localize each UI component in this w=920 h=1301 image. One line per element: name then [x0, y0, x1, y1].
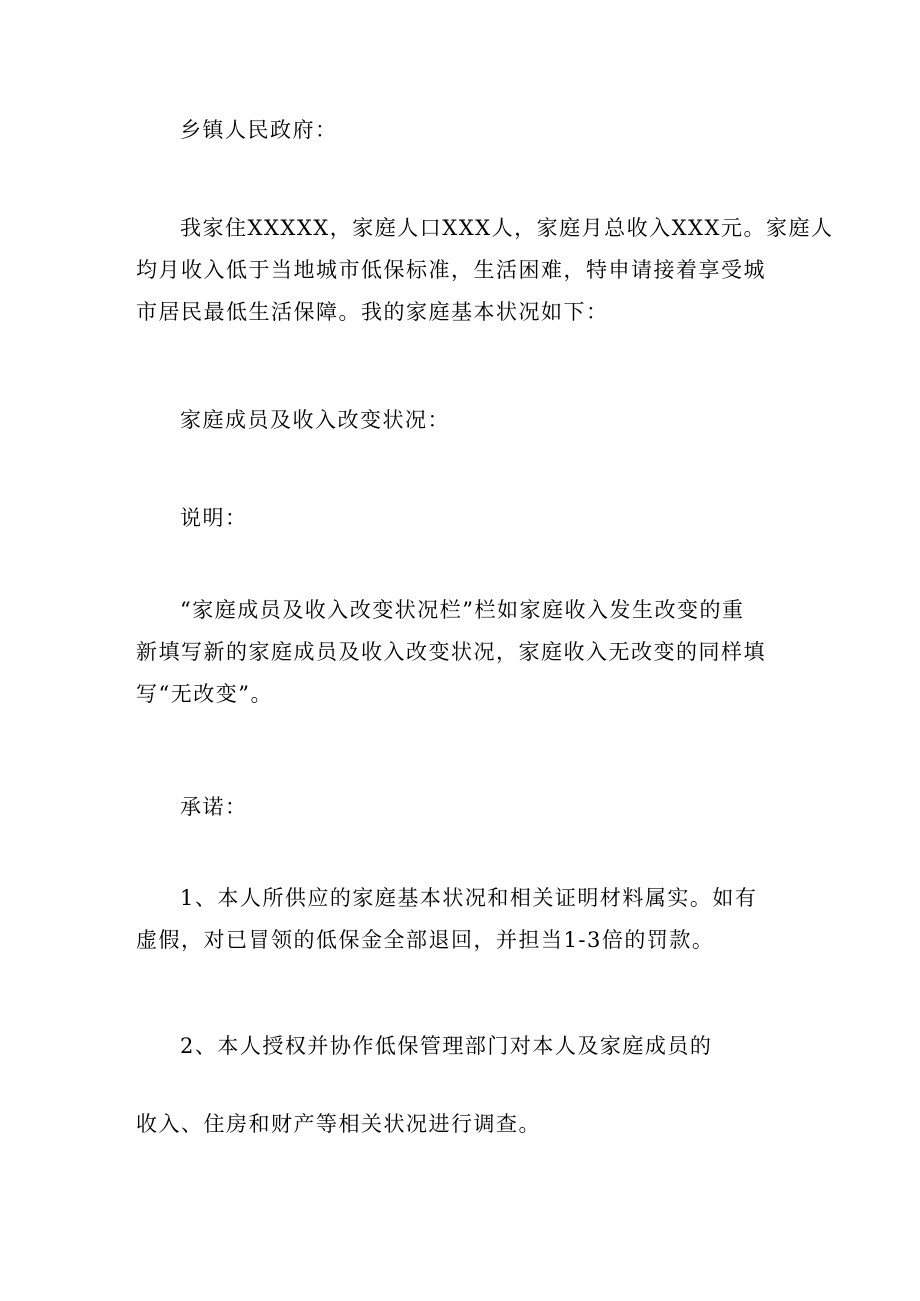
promise-1-line-2: 虚假，对已冒领的低保金全部退回，并担当1-3倍的罚款。	[136, 928, 715, 952]
intro-line-1: 我家住XXXXX，家庭人口XXX人，家庭月总收入XXX元。家庭人	[180, 216, 834, 240]
promise-heading-text: 承诺：	[180, 795, 248, 819]
note-heading	[136, 497, 840, 539]
intro-line-2: 均月收入低于当地城市低保标准，生活困难，特申请接着享受城	[136, 258, 766, 282]
promise-item-1	[136, 877, 796, 961]
intro-line-3: 市居民最低生活保障。我的家庭基本状况如下：	[136, 300, 609, 324]
promise-2-line-1: 2、本人授权并协作低保管理部门对本人及家庭成员的	[180, 1034, 713, 1058]
members-heading-text: 家庭成员及收入改变状况：	[180, 408, 450, 432]
members-heading	[136, 399, 840, 441]
salutation-text: 乡镇人民政府：	[180, 118, 338, 142]
promise-item-2	[136, 1025, 796, 1067]
intro-paragraph	[136, 207, 834, 333]
note-line-2: 新填写新的家庭成员及收入改变状况，家庭收入无改变的同样填	[136, 640, 766, 664]
promise-heading	[136, 786, 840, 828]
promise-2-line-2: 收入、住房和财产等相关状况进行调查。	[136, 1112, 541, 1136]
note-paragraph	[136, 589, 796, 715]
note-line-1: “家庭成员及收入改变状况栏”栏如家庭收入发生改变的重	[180, 598, 745, 622]
note-line-3: 写“无改变”。	[136, 682, 273, 706]
note-heading-text: 说明：	[180, 506, 248, 530]
salutation	[136, 109, 840, 151]
promise-item-2-continued	[136, 1103, 796, 1145]
promise-1-line-1: 1、本人所供应的家庭基本状况和相关证明材料属实。如有	[180, 886, 758, 910]
